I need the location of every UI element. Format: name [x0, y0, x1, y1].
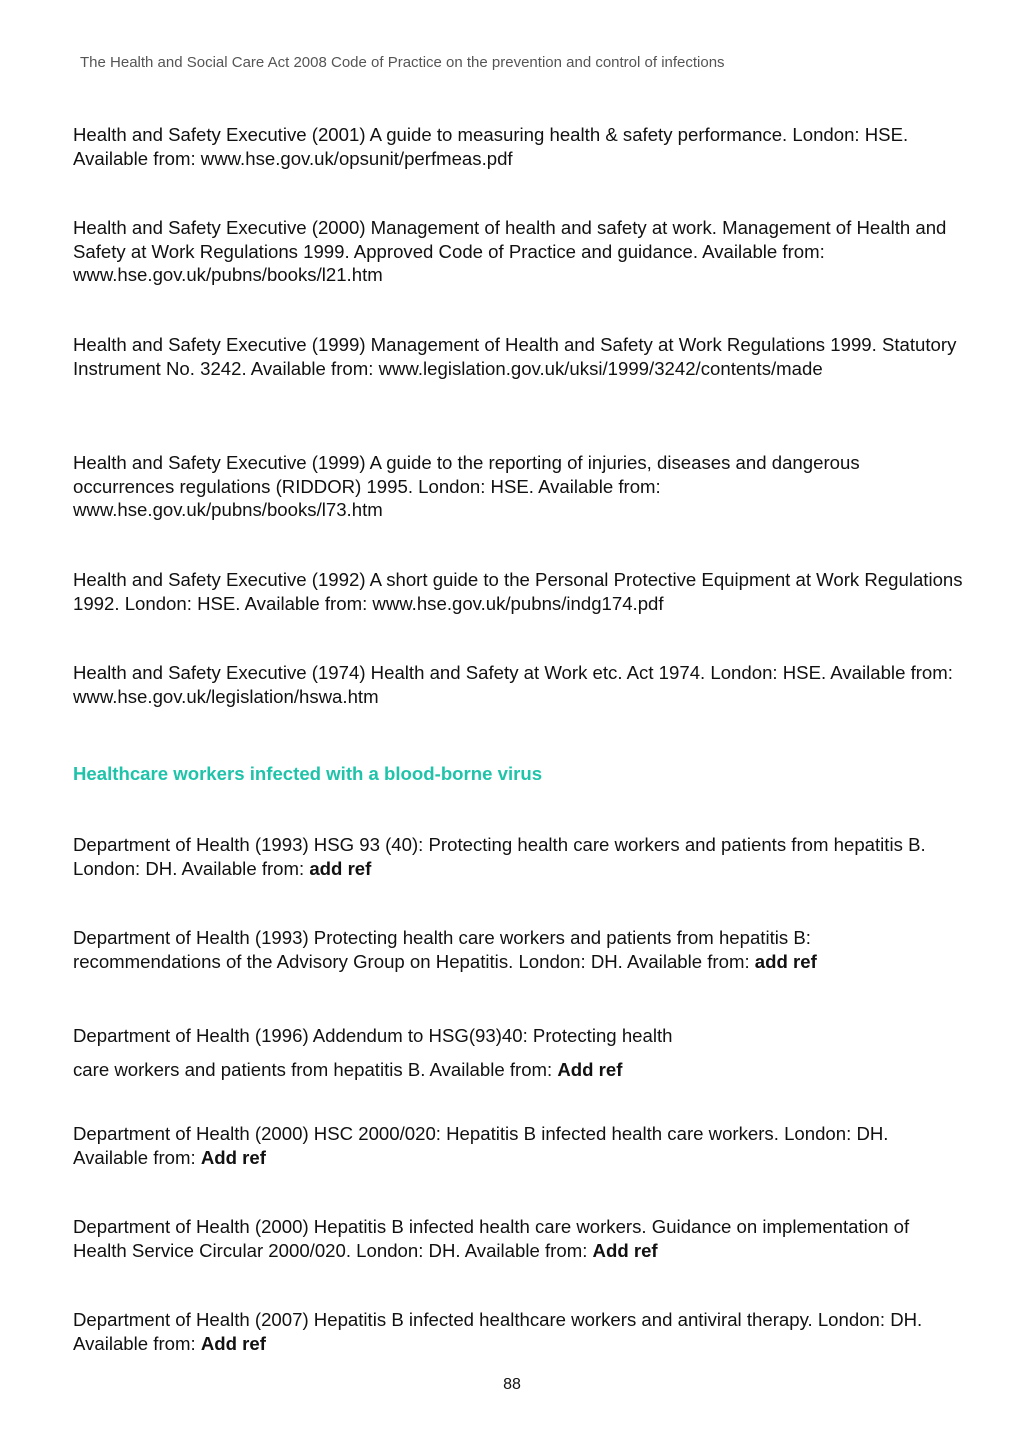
section-heading: Healthcare workers infected with a blood-borne virus [73, 763, 543, 784]
reference-text: Department of Health (1993) HSG 93 (40): Protecting health care workers and patients from hepatitis B. London: DH. Available from: [73, 834, 926, 879]
reference-placeholder: add ref [754, 950, 817, 972]
reference-placeholder: Add ref [200, 1332, 266, 1354]
reference-item: Health and Safety Executive (1999) Management of Health and Safety at Work Regulations 1999. Statutory Instrument No. 3242. Available from: www.legislation.gov.uk/uksi/1999/3242/contents/made [73, 334, 957, 379]
reference-text: Department of Health (2000) Hepatitis B infected health care workers. Guidance on implementation of Health Service Circular 2000/020. London: DH. Available from: [73, 1216, 910, 1261]
reference-text: Department of Health (1996) Addendum to HSG(93)40: Protecting health [73, 1025, 673, 1046]
reference-item: Health and Safety Executive (2001) A guide to measuring health & safety performance. London: HSE. Available from: www.hse.gov.uk/opsunit/perfmeas.pdf [73, 124, 909, 169]
reference-text: Department of Health (2000) HSC 2000/020: Hepatitis B infected health care workers. London: DH. Available from: [73, 1123, 889, 1168]
reference-item [73, 1308, 963, 1355]
reference-text: care workers and patients from hepatitis B. Available from: [73, 1059, 558, 1080]
reference-placeholder: add ref [309, 857, 372, 879]
reference-item: Health and Safety Executive (1992) A short guide to the Personal Protective Equipment at Work Regulations 1992. London: HSE. Available from: www.hse.gov.uk/pubns/indg174.pdf [73, 569, 963, 614]
reference-item [73, 1019, 963, 1087]
reference-item: Health and Safety Executive (1974) Health and Safety at Work etc. Act 1974. London: HSE. Available from: www.hse.gov.uk/legislation/hswa.htm [73, 662, 953, 707]
reference-text: Department of Health (2007) Hepatitis B infected healthcare workers and antiviral therapy. London: DH. Available from: [73, 1309, 923, 1354]
reference-item [73, 833, 963, 880]
reference-text: Department of Health (1993) Protecting health care workers and patients from hepatitis B: recommendations of the Advisory Group on Hepatitis. London: DH. Available from: [73, 927, 811, 972]
page-number: 88 [503, 1376, 521, 1393]
reference-item: Health and Safety Executive (2000) Management of health and safety at work. Management of Health and Safety at Work Regulations 1999. Approved Code of Practice and guidance. Available from: www.hse.gov.uk/pubns/books/l21.htm [73, 217, 947, 285]
reference-placeholder: Add ref [557, 1059, 623, 1080]
reference-item [73, 1215, 963, 1262]
reference-item [73, 1122, 963, 1169]
reference-item [73, 926, 963, 973]
reference-item: Health and Safety Executive (1999) A guide to the reporting of injuries, diseases and dangerous occurrences regulations (RIDDOR) 1995. London: HSE. Available from: www.hse.gov.uk/pubns/books/l73.htm [73, 452, 860, 520]
reference-placeholder: Add ref [592, 1239, 658, 1261]
reference-placeholder: Add ref [200, 1146, 266, 1168]
running-header: The Health and Social Care Act 2008 Code of Practice on the prevention and control of infections [80, 54, 725, 71]
